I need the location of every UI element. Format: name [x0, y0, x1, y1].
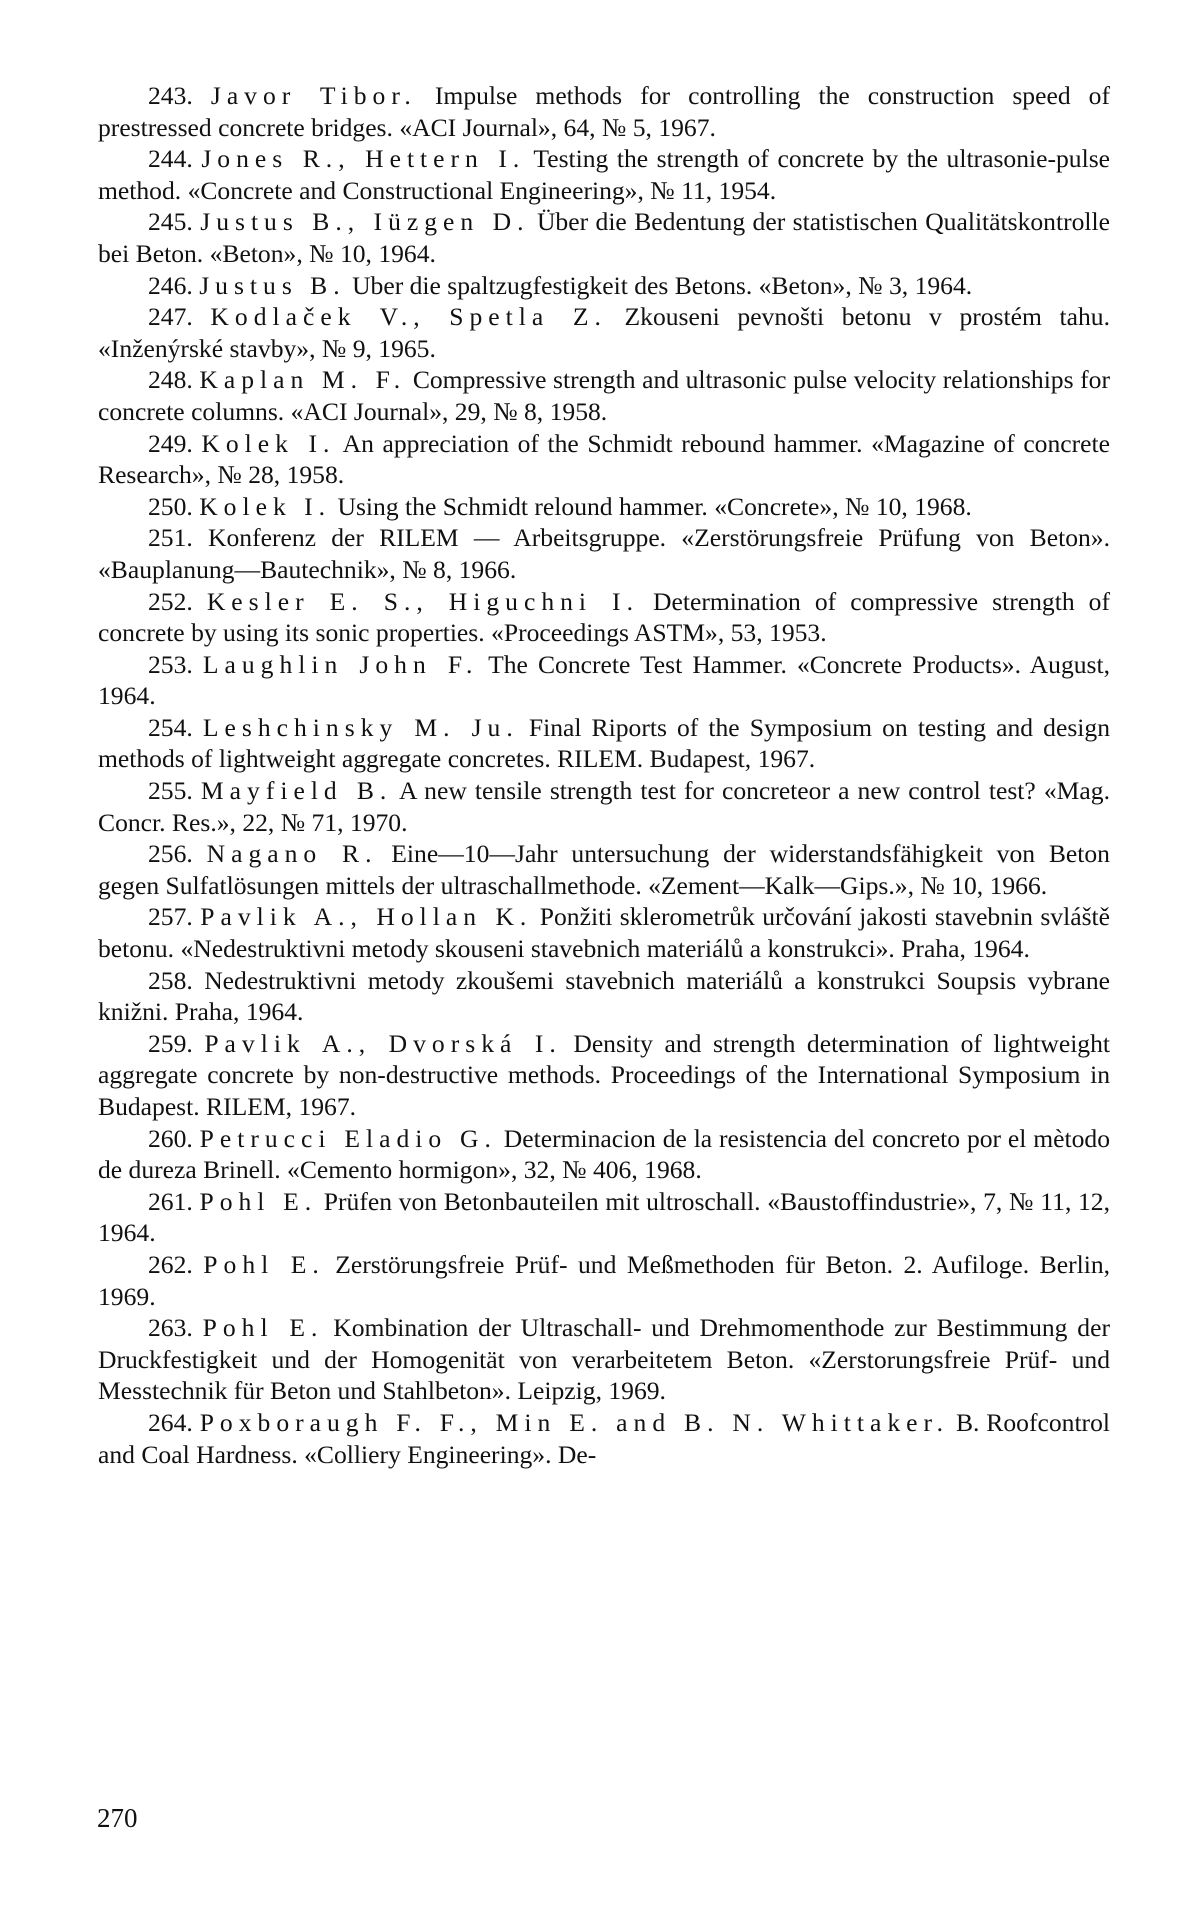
reference-entry — [98, 143, 1110, 206]
reference-number: 244. — [148, 144, 193, 174]
page-number: 270 — [97, 1803, 138, 1833]
reference-entry — [98, 712, 1110, 775]
reference-author: Pohl E. — [199, 1186, 318, 1216]
reference-text: Ponžiti sklerometrůk určování jakosti stavebnin svláště betonu. «Nedestruktivni metody skouseni stavebnich materiálů a konstrukci». Praha, 1964. — [98, 902, 1111, 964]
reference-entry — [98, 901, 1110, 964]
reference-number: 263. — [148, 1313, 193, 1343]
reference-entry — [98, 1249, 1110, 1312]
reference-entry — [98, 838, 1110, 901]
reference-entry — [98, 1123, 1110, 1186]
reference-author: Nagano R. — [206, 839, 378, 869]
reference-author: Pohl E. — [202, 1313, 324, 1343]
reference-author: Poxboraugh F. F., Min E. and B. N. Whittaker. — [199, 1407, 950, 1437]
reference-number: 243. — [148, 81, 193, 110]
reference-entry — [98, 649, 1110, 712]
reference-text: Eine—10—Jahr untersuchung der widerstandsfähigkeit von Beton gegen Sulfatlösungen mittels der ultraschallmethode. «Zement—Kalk—Gips.», № 10, 1966. — [98, 839, 1110, 900]
reference-entry — [98, 301, 1110, 364]
reference-author: Kolek I. — [199, 491, 332, 521]
reference-entry — [98, 270, 1110, 302]
reference-entry — [98, 586, 1110, 649]
reference-text: Zkouseni pevnošti betonu v prostém tahu. «Inženýrské stavby», № 9, 1965. — [98, 302, 1110, 363]
reference-author: Kaplan M. F. — [199, 365, 407, 395]
reference-number: 246. — [148, 270, 193, 300]
reference-author: Pohl E. — [203, 1249, 325, 1279]
reference-text: Determinacion de la resistencia del concreto por el mètodo de dureza Brinell. «Cemento hormigon», 32, № 406, 1968. — [98, 1123, 1110, 1185]
reference-entry — [98, 80, 1110, 143]
reference-text: Über die Bedentung der statistischen Qualitätskontrolle bei Beton. «Beton», № 10, 1964. — [98, 207, 1110, 268]
reference-text: Final Riports of the Symposium on testing and design methods of lightweight aggregate concretes. RILEM. Budapest, 1967. — [98, 712, 1111, 774]
reference-entry — [98, 965, 1110, 1028]
reference-entry — [98, 1407, 1110, 1470]
reference-entry — [98, 1186, 1110, 1249]
reference-entry — [98, 364, 1110, 427]
reference-entry — [98, 522, 1110, 585]
reference-number: 245. — [148, 207, 193, 237]
reference-number: 264. — [148, 1407, 193, 1437]
reference-number: 262. — [148, 1249, 193, 1279]
reference-entry — [98, 428, 1110, 491]
reference-text: Prüfen von Betonbauteilen mit ultroschall. «Baustoffindustrie», 7, № 11, 12, 1964. — [98, 1186, 1110, 1248]
reference-text: A new tensile strength test for concreteor a new control test? «Mag. Concr. Res.», 22, № 71, 1970. — [98, 776, 1110, 837]
reference-author: Kesler E. S., Higuchni I. — [206, 586, 639, 616]
reference-text: Compressive strength and ultrasonic pulse velocity relationships for concrete columns. «ACI Journal», 29, № 8, 1958. — [98, 365, 1110, 426]
reference-text: Konferenz der RILEM — Arbeitsgruppe. «Zerstörungsfreie Prüfung von Beton». «Bauplanung—Bautechnik», № 8, 1966. — [98, 523, 1110, 584]
reference-number: 252. — [148, 586, 193, 616]
reference-list — [98, 80, 1110, 1470]
reference-text: Using the Schmidt relound hammer. «Concrete», № 10, 1968. — [337, 491, 972, 521]
reference-number: 253. — [148, 649, 193, 679]
reference-text: Zerstörungsfreie Prüf- und Meßmethoden für Beton. 2. Aufiloge. Berlin, 1969. — [98, 1249, 1111, 1311]
reference-number: 248. — [148, 365, 193, 395]
reference-author: Petrucci Eladio G. — [199, 1123, 497, 1153]
reference-number: 255. — [148, 776, 193, 806]
reference-author: Justus B., Iüzgen D. — [200, 207, 530, 237]
reference-entry — [98, 206, 1110, 269]
reference-number: 261. — [148, 1186, 193, 1216]
reference-number: 247. — [148, 302, 193, 332]
reference-text: Uber die spaltzugfestigkeit des Betons. «Beton», № 3, 1964. — [352, 270, 973, 300]
reference-number: 260. — [148, 1123, 193, 1153]
reference-text: Determination of compressive strength of concrete by using its sonic properties. «Proceedings ASTM», 53, 1953. — [98, 586, 1110, 648]
reference-author: Justus B. — [199, 270, 346, 300]
reference-number: 258. — [148, 965, 193, 995]
reference-text: The Concrete Test Hammer. «Concrete Products». August, 1964. — [98, 649, 1111, 711]
reference-text: An appreciation of the Schmidt rebound hammer. «Magazine of concrete Research», № 28, 1958. — [98, 428, 1110, 490]
reference-author: Jones R., Hettern I. — [201, 144, 526, 174]
reference-number: 251. — [148, 523, 193, 553]
reference-number: 259. — [148, 1028, 193, 1058]
reference-entry — [98, 1312, 1110, 1407]
reference-number: 254. — [148, 712, 193, 742]
reference-author: Pavlik A., Dvorská I. — [204, 1028, 562, 1058]
reference-author: Pavlik A., Hollan K. — [200, 902, 533, 932]
reference-author: Kolek I. — [201, 428, 336, 458]
reference-text: B. Roofcontrol and Coal Hardness. «Colliery Engineering». De- — [98, 1407, 1110, 1469]
reference-author: Leshchinsky M. Ju. — [202, 712, 519, 742]
reference-text: Nedestruktivni metody zkoušemi stavebnich materiálů a konstrukci Soupsis vybrane knižni. Praha, 1964. — [98, 965, 1110, 1027]
reference-number: 250. — [148, 491, 193, 521]
reference-text: Impulse methods for controlling the construction speed of prestressed concrete bridges. «ACI Journal», 64, № 5, 1967. — [98, 81, 1110, 142]
reference-text: Density and strength determination of lightweight aggregate concrete by non-destructive methods. Proceedings of the International Symposium in Budapest. RILEM, 1967. — [98, 1028, 1111, 1121]
reference-author: Kodlaček V., Spetla Z. — [210, 302, 607, 332]
reference-entry — [98, 775, 1110, 838]
reference-number: 249. — [148, 428, 193, 458]
reference-author: Javor Tibor. — [210, 81, 417, 110]
reference-entry — [98, 1028, 1110, 1123]
reference-number: 256. — [148, 839, 193, 869]
reference-author: Mayfield B. — [200, 776, 393, 806]
reference-number: 257. — [148, 902, 193, 932]
reference-author: Laughlin John F. — [202, 649, 479, 679]
reference-entry — [98, 491, 1110, 523]
reference-text: Testing the strength of concrete by the ultrasonie-pulse method. «Concrete and Constructional Engineering», № 11, 1954. — [98, 144, 1111, 205]
reference-text: Kombination der Ultraschall- und Drehmomenthode zur Bestimmung der Druckfestigkeit und der Homogenität von verarbeitetem Beton. «Zerstorungsfreie Prüf- und Messtechnik für Beton und Stahlbeton». Leipzig, 1969. — [98, 1313, 1110, 1406]
